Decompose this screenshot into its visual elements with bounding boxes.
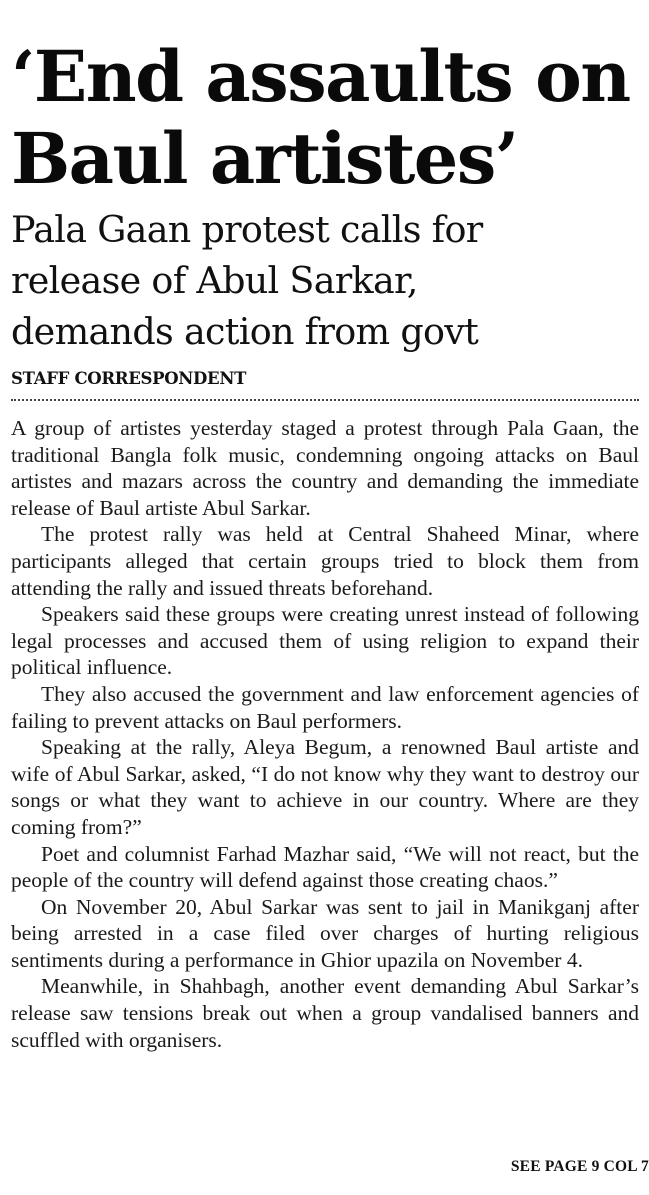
paragraph-2: The protest rally was held at Central Shaheed Minar, where participants alleged that certain groups tried to block them from attending the rally and issued threats beforehand. [11, 522, 639, 600]
subheadline-line-1: Pala Gaan protest calls for [11, 208, 483, 251]
headline [11, 0, 639, 200]
paragraph-6: Poet and columnist Farhad Mazhar said, “We will not react, but the people of the country will defend against those creating chaos.” [11, 841, 639, 893]
paragraph-8: Meanwhile, in Shahbagh, another event demanding Abul Sarkar’s release saw tensions break out when a group vandalised banners and scuffled with organisers. [11, 974, 639, 1052]
paragraph-1: A group of artistes yesterday staged a protest through Pala Gaan, the traditional Bangla folk music, condemning ongoing attacks on Baul artistes and mazars across the country and demanding the immediate release of Baul artiste Abul Sarkar. [11, 416, 639, 520]
paragraph-4: They also accused the government and law enforcement agencies of failing to prevent attacks on Baul performers. [11, 681, 639, 733]
headline-line-2: Baul artistes’ [11, 117, 518, 200]
paragraph-7: On November 20, Abul Sarkar was sent to jail in Manikganj after being arrested in a case filed over charges of hurting religious sentiments during a performance in Ghior upazila on November 4. [11, 894, 639, 972]
subheadline [11, 204, 639, 357]
headline-line-1: ‘End assaults on [11, 35, 630, 118]
dotted-divider [11, 399, 639, 401]
paragraph-3: Speakers said these groups were creating unrest instead of following legal processes and accused them of using religion to expand their political influence. [11, 602, 639, 680]
subheadline-line-2: release of Abul Sarkar, [11, 259, 418, 302]
byline: STAFF CORRESPONDENT [11, 369, 247, 388]
continuation-jump-line: SEE PAGE 9 COL 7 [510, 1158, 649, 1175]
article-body [11, 415, 639, 1053]
news-article [11, 0, 639, 1053]
subheadline-line-3: demands action from govt [11, 310, 479, 353]
paragraph-5: Speaking at the rally, Aleya Begum, a renowned Baul artiste and wife of Abul Sarkar, asked, “I do not know why they want to destroy our songs or what they want to achieve in our country. Where are they coming from?” [11, 735, 639, 839]
